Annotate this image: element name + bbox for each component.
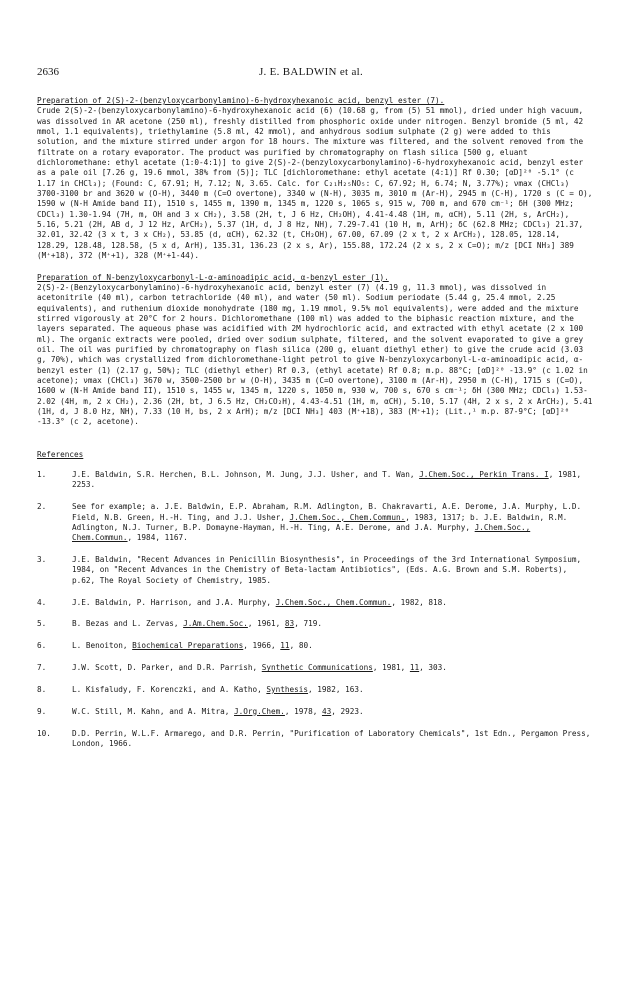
reference-segment: , 1966, xyxy=(243,641,281,651)
reference-item xyxy=(37,470,593,491)
reference-segment: , 1981, xyxy=(372,663,410,673)
reference-number: 1. xyxy=(37,470,47,479)
reference-text xyxy=(72,729,593,750)
reference-segment: D.D. Perrin, W.L.F. Armarego, and D.R. Perrin, "Purification of Laboratory Chemicals", 1st Edn., Pergamon Press, London, 1966. xyxy=(72,728,591,748)
reference-item xyxy=(37,663,593,673)
reference-item xyxy=(37,619,593,629)
reference-segment: J.E. Baldwin, S.R. Herchen, B.L. Johnson, M. Jung, J.J. Usher, and T. Wan, xyxy=(72,470,420,479)
reference-number: 2. xyxy=(37,502,47,512)
reference-number: 5. xyxy=(37,619,47,629)
reference-citation: 11 xyxy=(280,641,290,651)
reference-number: 6. xyxy=(37,641,47,651)
reference-citation: Synthesis xyxy=(266,684,309,694)
section-title: Preparation of 2(S)-2-(benzyloxycarbonylamino)-6-hydroxyhexanoic acid, benzyl ester (7). xyxy=(37,96,445,105)
reference-text xyxy=(72,707,593,717)
reference-segment: J.W. Scott, D. Parker, and D.R. Parrish, xyxy=(72,663,262,673)
reference-citation: J.Chem.Soc., Chem.Commun. xyxy=(72,522,531,543)
reference-segment: W.C. Still, M. Kahn, and A. Mitra, xyxy=(72,706,234,716)
reference-segment: , 1978, xyxy=(284,706,322,716)
reference-number: 8. xyxy=(37,684,47,694)
reference-segment: B. Bezas and L. Zervas, xyxy=(72,619,184,629)
reference-citation: 43 xyxy=(321,706,332,716)
reference-segment: , 719. xyxy=(294,619,322,629)
reference-citation: J.Chem.Soc., Chem.Commun. xyxy=(275,597,392,607)
reference-segment: , 1982, 163. xyxy=(308,684,364,694)
section-ester-7 xyxy=(37,96,593,262)
reference-item xyxy=(37,598,593,608)
reference-segment: , 80. xyxy=(289,641,313,651)
reference-citation: Biochemical Preparations xyxy=(132,641,244,651)
section-paragraph: Crude 2(S)-2-(benzyloxycarbonylamino)-6-hydroxyhexanoic acid (6) (10.68 g, from (5) 51 mmol), dried under high vacuum, was dissolved in AR acetone (250 ml), freshly distilled from phosphoric oxide under nitrogen. Benzyl bromide (5 ml, 42 mmol, 1.1 equivalents), triethylamine (5.8 ml, 42 mmol), and anhydrous sodium sulphate (2 g) were added to this solution, and the mixture stirred under argon for 18 hours. The mixture was filtered, and the solvent removed from the filtrate on a rotary evaporator. The product was purified by chromatography on flash silica [500 g, eluant dichloromethane: ethyl acetate (1:0-4:1)] to give 2(S)-2-(benzyloxycarbonylamino)-6-hydroxyhexanoic acid, benzyl ester as a pale oil [7.26 g, 19.6 mmol, 38% from (5)]; TLC [dichloromethane: ethyl acetate (4:1)] Rf 0.30; [αD]²⁰ -5.1° (c 1.17 in CHCl₃); (Found: C, 67.91; H, 7.12; N, 3.65. Calc. for C₂₁H₂₅NO₅: C, 67.92; H, 6.74; N, 3.77%); νmax (CHCl₃) 3700-3100 br and 3620 w (O-H), 3440 m (C=O overtone), 3340 w (N-H), 3035 m, 3010 m (Ar-H), 2945 m (C-H), 1720 s (C = O), 1590 w (N-H Amide band II), 1510 s, 1455 m, 1390 m, 1345 m, 1220 s, 1065 s, 915 w, 700 m, and 670 cm⁻¹; δH (300 MHz; CDCl₃) 1.30-1.94 (7H, m, OH and 3 x CH₂), 3.58 (2H, t, J 6 Hz, CH₂OH), 4.41-4.48 (1H, m, αCH), 5.11 (2H, s, ArCH₂), 5.16, 5.21 (2H, AB d, J 12 Hz, ArCH₂), 5.37 (1H, d, J 8 Hz, NH), 7.29-7.41 (10 H, m, ArH); δC (62.8 MHz; CDCl₃) 21.37, 32.01, 32.42 (3 x t, 3 x CH₂), 53.85 (d, αCH), 62.32 (t, CH₂OH), 67.00, 67.09 (2 x t, 2 x ArCH₂), 128.05, 128.14, 128.29, 128.48, 128.58, (5 x d, ArH), 135.31, 136.23 (2 x s, Ar), 155.88, 172.24 (2 x s, 2 x C=O); m/z [DCI NH₃] 389 (M⁺+18), 372 (M⁺+1), 328 (M⁺+1-44). xyxy=(37,106,593,261)
reference-item xyxy=(37,685,593,695)
reference-citation: 83 xyxy=(284,619,295,629)
reference-text xyxy=(72,598,593,608)
reference-list xyxy=(37,470,593,749)
references-section xyxy=(37,450,593,750)
page-number: 2636 xyxy=(37,66,59,78)
reference-item xyxy=(37,729,593,750)
reference-segment: L. Kisfaludy, F. Korenczki, and A. Katho, xyxy=(72,684,267,694)
reference-text xyxy=(72,502,593,543)
reference-citation: J.Am.Chem.Soc. xyxy=(183,619,248,629)
reference-citation: Synthetic Communications xyxy=(261,663,373,673)
reference-segment: J.E. Baldwin, P. Harrison, and J.A. Murphy, xyxy=(72,597,276,607)
reference-item xyxy=(37,502,593,543)
reference-text xyxy=(72,619,593,629)
references-title: References xyxy=(37,449,84,459)
reference-item xyxy=(37,641,593,651)
reference-segment: , 1983, 1317; b. J.E. Baldwin, R.M. Adlington, N.J. Turner, B.P. Domayne-Hayman, H.-H. Ting, A.E. Derome, and J.A. Murphy, xyxy=(72,512,568,532)
reference-citation: J.Org.Chem. xyxy=(234,706,285,716)
reference-number: 7. xyxy=(37,663,47,673)
reference-segment: L. Benoiton, xyxy=(72,641,133,651)
article-body xyxy=(37,96,593,761)
section-adipic-ester-1 xyxy=(37,273,593,428)
reference-text xyxy=(72,641,593,651)
reference-number: 10. xyxy=(37,728,51,738)
reference-text xyxy=(72,555,593,586)
reference-number: 3. xyxy=(37,555,47,565)
reference-segment: J.E. Baldwin, "Recent Advances in Penicillin Biosynthesis", in Proceedings of the 3rd International Symposium, 1984, on "Recent Advances in the Chemistry of Beta-lactam Antibiotics", (Eds. A.G. Brown and S.M. Roberts), p.62, The Royal Society of Chemistry, 1985. xyxy=(72,555,582,585)
reference-segment: , 1984, 1167. xyxy=(127,533,188,543)
reference-citation: J.Chem.Soc., Perkin Trans. I xyxy=(419,470,549,479)
reference-citation: J.Chem.Soc., Chem.Commun. xyxy=(289,512,406,522)
section-paragraph: 2(S)-2-(Benzyloxycarbonylamino)-6-hydroxyhexanoic acid, benzyl ester (7) (4.19 g, 11.3 mmol), was dissolved in acetonitrile (40 ml), carbon tetrachloride (40 ml), and water (50 ml). Sodium periodate (5.44 g, 25.4 mmol, 2.25 equivalents), and ruthenium dioxide monohydrate (180 mg, 1.19 mmol, 9.5% mol equivalents), were added and the mixture stirred vigorously at 20°C for 2 hours. Dichloromethane (100 ml) was added to the biphasic reaction mixture, and the layers separated. The aqueous phase was acidified with 2M hydrochloric acid, and extracted with ethyl acetate (2 x 100 ml). The organic extracts were pooled, dried over sodium sulphate, filtered, and the solvent evaporated to give a grey oil. The oil was purified by chromatography on flash silica (200 g, eluant diethyl ether) to give the crude acid (3.03 g, 70%), which was crystallized from dichloromethane-light petrol to give N-benzyloxycarbonyl-L-α-aminoadipic acid, α-benzyl ester (1) (2.17 g, 50%); TLC (diethyl ether) Rf 0.3, (ethyl acetate) Rf 0.8; m.p. 88°C; [αD]²⁰ -13.9° (c 1.02 in acetone); νmax (CHCl₃) 3670 w, 3500-2500 br w (O-H), 3435 m (C=O overtone), 3100 m (Ar-H), 2950 m (C-H), 1715 s (C=O), 1600 w (N-H Amide band II), 1510 s, 1455 w, 1345 m, 1220 s, 1050 m, 930 w, 700 s, 670 s cm⁻¹; δH (300 MHz; CDCl₃) 1.53-2.02 (4H, m, 2 x CH₂), 2.36 (2H, bt, J 6.5 Hz, CH₂CO₂H), 4.43-4.51 (1H, m, αCH), 5.10, 5.17 (4H, 2 x s, 2 x ArCH₂), 5.41 (1H, d, J 8.0 Hz, NH), 7.33 (10 H, bs, 2 x ArH); m/z [DCI NH₃] 403 (M⁺+18), 383 (M⁺+1); (Lit.,¹ m.p. 87-9°C; [αD]²⁰ -13.3° (c 2, acetone). xyxy=(37,282,593,427)
reference-item xyxy=(37,555,593,586)
reference-text xyxy=(72,685,593,695)
reference-segment: , 1982, 818. xyxy=(391,597,447,607)
reference-segment: , 1961, xyxy=(247,619,285,629)
running-head: J. E. BALDWIN et al. xyxy=(258,66,364,78)
reference-citation: 11 xyxy=(409,663,420,673)
reference-segment: See for example; a. J.E. Baldwin, E.P. Abraham, R.M. Adlington, B. Chakravarti, A.E. Derome, J.A. Murphy, L.D. Field, N.B. Green, H.-H. Ting, and J.J. Usher, xyxy=(72,502,582,522)
reference-text xyxy=(72,663,593,673)
reference-segment: , 1981, 2253. xyxy=(72,470,582,490)
section-title: Preparation of N-benzyloxycarbonyl-L-α-aminoadipic acid, α-benzyl ester (1). xyxy=(37,272,389,282)
reference-segment: , 2923. xyxy=(331,706,364,716)
reference-number: 9. xyxy=(37,706,47,716)
reference-segment: , 303. xyxy=(419,663,447,673)
reference-number: 4. xyxy=(37,597,47,607)
page-header xyxy=(37,66,585,82)
reference-text xyxy=(72,470,593,491)
reference-item xyxy=(37,707,593,717)
